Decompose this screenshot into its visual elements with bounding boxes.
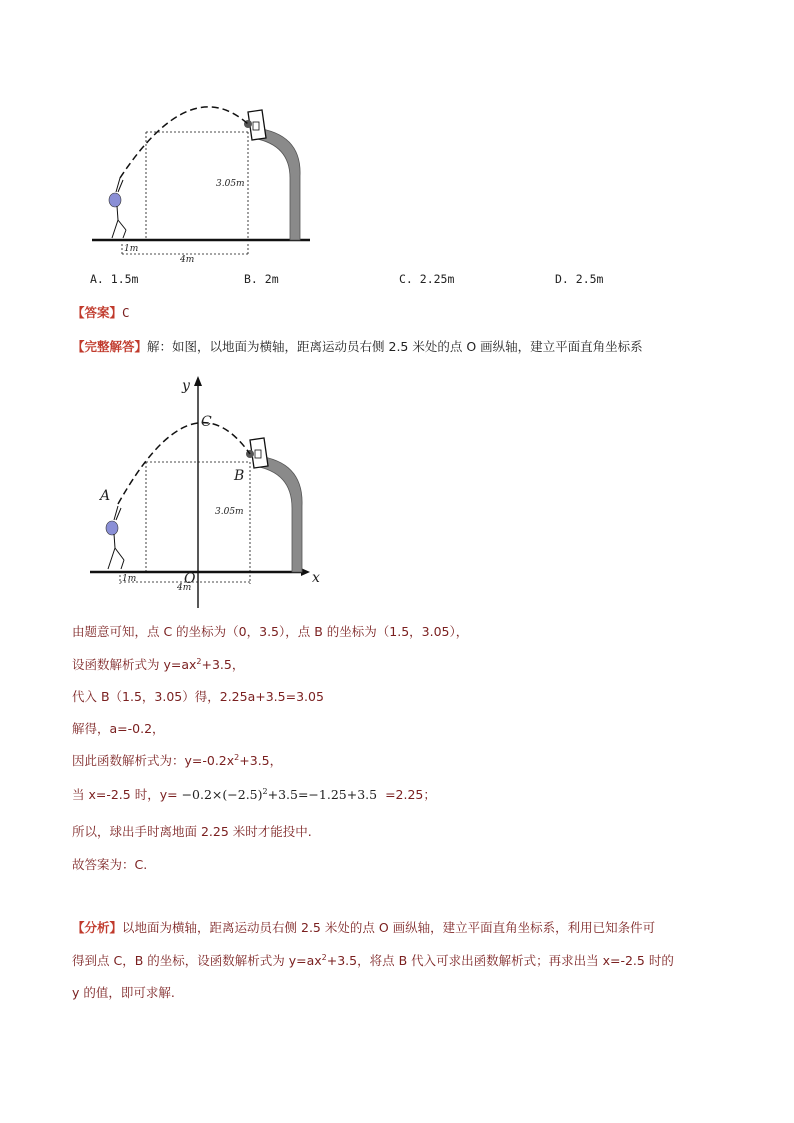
answer-tag: 【答案】 (72, 305, 123, 320)
step-6: 当 x=-2.5 时，$y= -0.2\times(-2.5)^2+3.5=-1.25+3.5 =2.25$； (72, 786, 436, 802)
solution-intro: 解：如图，以地面为横轴，距离运动员右侧 2.5 米处的点 O 画纵轴，建立平面直角坐标系 (147, 339, 643, 354)
point-a-label: A (100, 488, 111, 504)
step-2: 设函数解析式为 $y=ax^2+3.5$， (72, 656, 245, 672)
option-b: B. 2m (244, 272, 279, 286)
step-5: 因此函数解析式为：$y=-0.2x^2+3.5$， (72, 752, 283, 768)
x-axis-label: x (312, 570, 320, 586)
option-c: C. 2.25m (399, 272, 455, 286)
origin-label: O (184, 571, 196, 587)
distance-4m-label: 4m (180, 255, 195, 265)
distance-1m-label: 1m (124, 244, 139, 254)
point-c-label: C (201, 414, 212, 430)
step-1: 由题意可知，点 C 的坐标为（0，3.5），点 B 的坐标为（1.5，3.05）， (72, 624, 469, 639)
hoop-pole (254, 456, 302, 572)
player-figure (106, 506, 124, 569)
answer-value: C (122, 305, 130, 320)
step-3: 代入 B（1.5，3.05）得，2.25a+3.5=3.05 (72, 689, 324, 704)
player-figure (109, 178, 126, 238)
figure-basketball-coordinate (88, 372, 333, 612)
step-4: 解得，a=-0.2， (72, 721, 165, 736)
distance-1m-label: 1m (122, 574, 137, 584)
y-axis-label: y (182, 378, 190, 394)
distance-4m-label: 4m (177, 583, 192, 593)
figure-basketball-1 (90, 100, 320, 265)
option-d: D. 2.5m (555, 272, 604, 286)
option-a: A. 1.5m (90, 272, 139, 286)
analysis-line-1: 【分析】以地面为横轴，距离运动员右侧 2.5 米处的点 O 画纵轴，建立平面直角坐标系，利用已知条件可 (72, 920, 656, 935)
solution-tag: 【完整解答】 (72, 339, 148, 354)
analysis-line-3: y 的值，即可求解. (72, 985, 175, 1000)
analysis-tag: 【分析】 (72, 920, 123, 935)
step-7: 所以，球出手时离地面 2.25 米时才能投中. (72, 824, 312, 839)
answer-line (72, 303, 130, 321)
ball-trajectory (118, 423, 250, 504)
height-label: 3.05m (215, 507, 244, 517)
solution-intro-line (72, 337, 643, 355)
ball-trajectory (120, 107, 248, 178)
step-8: 故答案为：C. (72, 857, 148, 872)
height-label: 3.05m (216, 179, 245, 189)
hoop-pole (252, 128, 300, 240)
point-b-label: B (234, 468, 245, 484)
analysis-line-2: 得到点 C，B 的坐标，设函数解析式为 $y=ax^2+3.5$，将点 B 代入可求出函数解析式；再求出当 x=-2.5 时的 (72, 952, 674, 968)
